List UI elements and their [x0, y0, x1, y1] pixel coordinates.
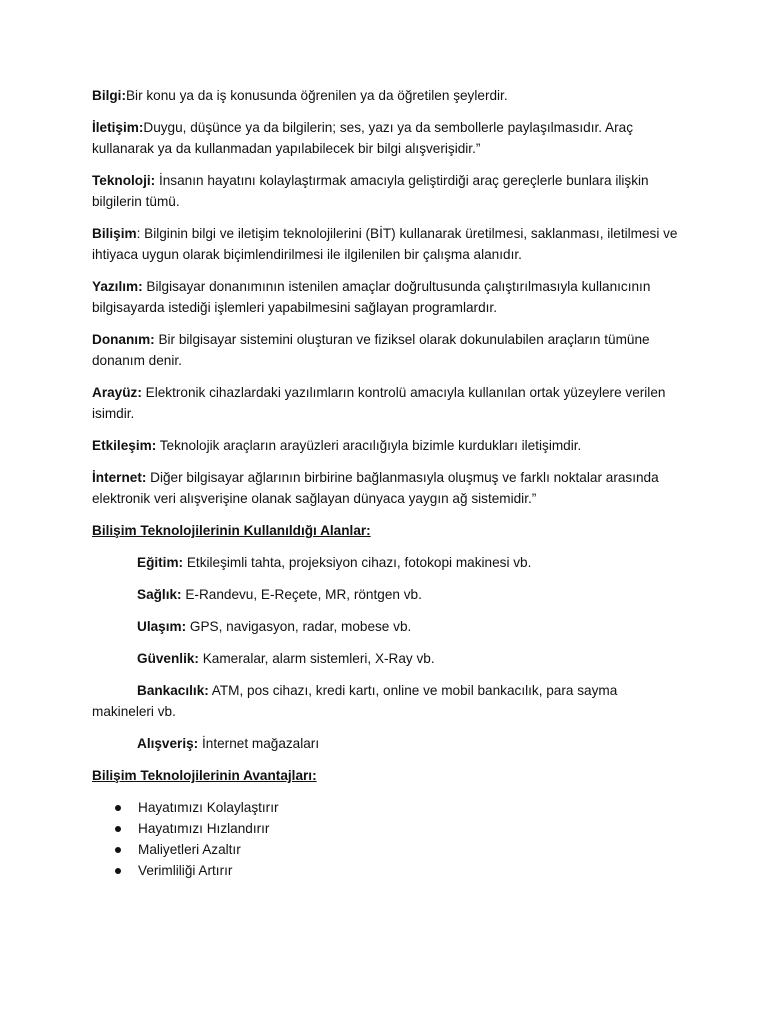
area-term: Bankacılık: — [137, 683, 209, 698]
definition-internet — [92, 467, 682, 509]
definition-text: Elektronik cihazlardaki yazılımların kontrolü amacıyla kullanılan ortak yüzeylere verilen isimdir. — [92, 385, 666, 421]
definition-text: Bir konu ya da iş konusunda öğrenilen ya da öğretilen şeylerdir. — [125, 88, 508, 103]
document-body — [92, 85, 682, 881]
definition-term: Bilişim — [92, 226, 137, 241]
definition-text: Teknolojik araçların arayüzleri aracılığıyla bizimle kurdukları iletişimdir. — [156, 438, 582, 453]
list-item-text: Hayatımızı Hızlandırır — [138, 821, 270, 836]
area-term: Sağlık: — [137, 587, 182, 602]
list-item-text: Maliyetleri Azaltır — [138, 842, 241, 857]
definition-yazilim — [92, 276, 682, 318]
definition-text: Bilgisayar donanımının istenilen amaçlar doğrultusunda çalıştırılmasıyla kullanıcının bilgisayarda istediği işlemleri yapabilmesini sağlayan programlardır. — [92, 279, 651, 315]
list-item-text: Verimliliği Artırır — [138, 863, 233, 878]
area-item-bankacilik — [92, 680, 682, 722]
area-text: İnternet mağazaları — [198, 736, 320, 751]
definition-term: Donanım: — [92, 332, 155, 347]
bullet-icon — [115, 847, 121, 853]
list-item — [92, 860, 682, 881]
definition-term: İnternet: — [92, 470, 147, 485]
list-item — [92, 818, 682, 839]
definition-term: Teknoloji: — [92, 173, 156, 188]
area-item-saglik — [92, 584, 682, 605]
list-item-text: Hayatımızı Kolaylaştırır — [138, 800, 279, 815]
definition-text: Bir bilgisayar sistemini oluşturan ve fiziksel olarak dokunulabilen araçların tümüne donanım denir. — [92, 332, 650, 368]
area-term: Güvenlik: — [137, 651, 199, 666]
definition-term: Bilgi: — [92, 88, 126, 103]
definition-text: Diğer bilgisayar ağlarının birbirine bağlanmasıyla oluşmuş ve farklı noktalar arasında elektronik veri alışverişine olanak sağlayan dünyaca yaygın ağ sistemidir.” — [92, 470, 659, 506]
definition-bilgi — [92, 85, 682, 106]
advantages-heading: Bilişim Teknolojilerinin Avantajları: — [92, 768, 317, 783]
bullet-icon — [115, 868, 121, 874]
area-text: ATM, pos cihazı, kredi kartı, online ve mobil bankacılık, para sayma makineleri vb. — [92, 683, 618, 719]
advantages-list — [92, 797, 682, 881]
list-item — [92, 839, 682, 860]
area-item-guvenlik — [92, 648, 682, 669]
definition-arayuz — [92, 382, 682, 424]
area-text: Kameralar, alarm sistemleri, X-Ray vb. — [198, 651, 435, 666]
definition-term: Arayüz: — [92, 385, 142, 400]
area-term: Eğitim: — [137, 555, 184, 570]
definition-text: İnsanın hayatını kolaylaştırmak amacıyla geliştirdiği araç gereçlerle bunlara ilişkin bilgilerin tümü. — [92, 173, 649, 209]
list-item — [92, 797, 682, 818]
definition-text: : Bilginin bilgi ve iletişim teknolojilerini (BİT) kullanarak üretilmesi, saklanması, iletilmesi ve ihtiyaca uygun olarak biçimlendirilmesi ile ilgilenilen bir çalışma alanıdır. — [92, 226, 678, 262]
definition-donanim — [92, 329, 682, 371]
definition-bilisim — [92, 223, 682, 265]
definition-etkilesim — [92, 435, 682, 456]
definition-teknoloji — [92, 170, 682, 212]
area-text: GPS, navigasyon, radar, mobese vb. — [186, 619, 412, 634]
bullet-icon — [115, 805, 121, 811]
bullet-icon — [115, 826, 121, 832]
areas-heading: Bilişim Teknolojilerinin Kullanıldığı Alanlar: — [92, 523, 371, 538]
area-text: Etkileşimli tahta, projeksiyon cihazı, fotokopi makinesi vb. — [183, 555, 532, 570]
area-text: E-Randevu, E-Reçete, MR, röntgen vb. — [181, 587, 422, 602]
definition-term: İletişim: — [92, 120, 144, 135]
definition-iletisim — [92, 117, 682, 159]
definition-term: Etkileşim: — [92, 438, 157, 453]
area-term: Alışveriş: — [137, 736, 199, 751]
definition-term: Yazılım: — [92, 279, 143, 294]
area-item-egitim — [92, 552, 682, 573]
area-item-alisveris — [92, 733, 682, 754]
definition-text: Duygu, düşünce ya da bilgilerin; ses, yazı ya da sembollerle paylaşılmasıdır. Araç kullanarak ya da kullanmadan yapılabilecek bir bilgi alışverişidir.” — [92, 120, 633, 156]
area-item-ulasim — [92, 616, 682, 637]
area-term: Ulaşım: — [137, 619, 187, 634]
